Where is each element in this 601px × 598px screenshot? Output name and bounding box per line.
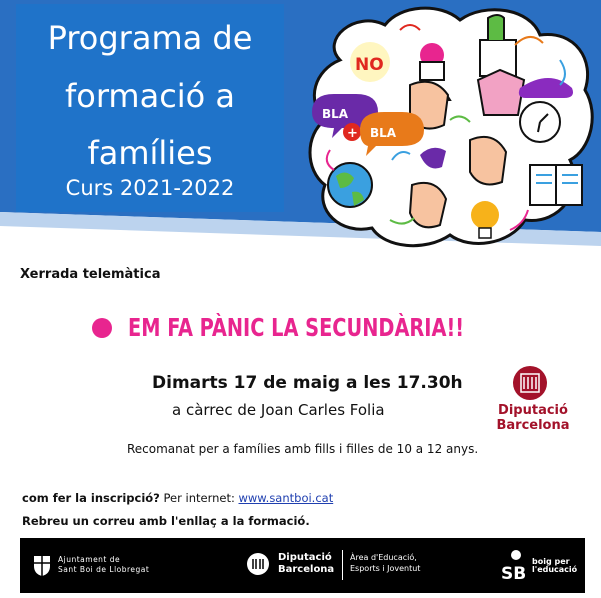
globe-icon — [328, 163, 372, 207]
talk-title: EM FA PÀNIC LA SECUNDÀRIA!! — [128, 313, 465, 342]
ajuntament-line1: Ajuntament de — [58, 555, 121, 564]
boig-line2: l'educació — [532, 565, 578, 574]
program-title-line1: Programa de — [47, 19, 253, 57]
signup-question: com fer la inscripció? — [22, 491, 160, 505]
book-icon — [530, 165, 582, 205]
talk-speaker: a càrrec de Joan Carles Folia — [172, 401, 385, 419]
footer-area-name — [350, 552, 420, 574]
boig-per-educacio-logo-icon — [500, 548, 532, 582]
speech-right-text: BLA — [370, 126, 397, 140]
talk-type: Xerrada telemàtica — [20, 267, 161, 282]
ajuntament-name — [58, 555, 149, 575]
no-sign-icon — [350, 42, 390, 82]
diputacio-line1: Diputació — [498, 403, 568, 418]
speech-plus-text: + — [347, 126, 358, 141]
diputacio-footer-emblem-icon — [246, 550, 270, 578]
program-title-line2: formació a — [64, 77, 236, 115]
ajuntament-line2: Sant Boi de Llobregat — [58, 565, 150, 574]
footer-diputacio-name — [278, 552, 334, 576]
diputacio-emblem-icon — [512, 365, 548, 401]
signup-link[interactable]: www.santboi.cat — [238, 491, 334, 505]
footer-area-line2: Esports i Joventut — [350, 564, 421, 573]
course-year: Curs 2021-2022 — [65, 176, 235, 200]
speech-left-text: BLA — [322, 107, 349, 121]
diputacio-name — [495, 403, 571, 433]
sb-mark-text: SB — [501, 564, 527, 582]
program-title-line3: famílies — [87, 134, 213, 172]
thought-cloud-illustration — [300, 0, 601, 258]
ajuntament-shield-icon — [32, 554, 52, 576]
signup-via: Per internet: — [159, 491, 239, 505]
footer-area-line1: Àrea d'Educació, — [350, 553, 417, 562]
footer-dipu-line2: Barcelona — [278, 564, 335, 575]
talk-date: Dimarts 17 de maig a les 17.30h — [152, 373, 463, 393]
title-box — [16, 4, 284, 212]
footer-logos-bar — [20, 538, 585, 593]
boig-per-educacio-text — [532, 558, 577, 574]
footer-divider — [342, 550, 343, 580]
pink-bullet-icon — [92, 318, 112, 338]
boig-line1: boig per — [532, 557, 570, 566]
signup-line — [22, 491, 333, 505]
no-sign-text: NO — [355, 55, 384, 75]
talk-title-row — [92, 313, 519, 342]
diputacio-line2: Barcelona — [496, 418, 570, 433]
email-note: Rebreu un correu amb l'enllaç a la formació. — [22, 514, 310, 528]
footer-dipu-line1: Diputació — [278, 552, 332, 563]
recommended-audience: Recomanat per a famílies amb fills i filles de 10 a 12 anys. — [127, 442, 479, 456]
